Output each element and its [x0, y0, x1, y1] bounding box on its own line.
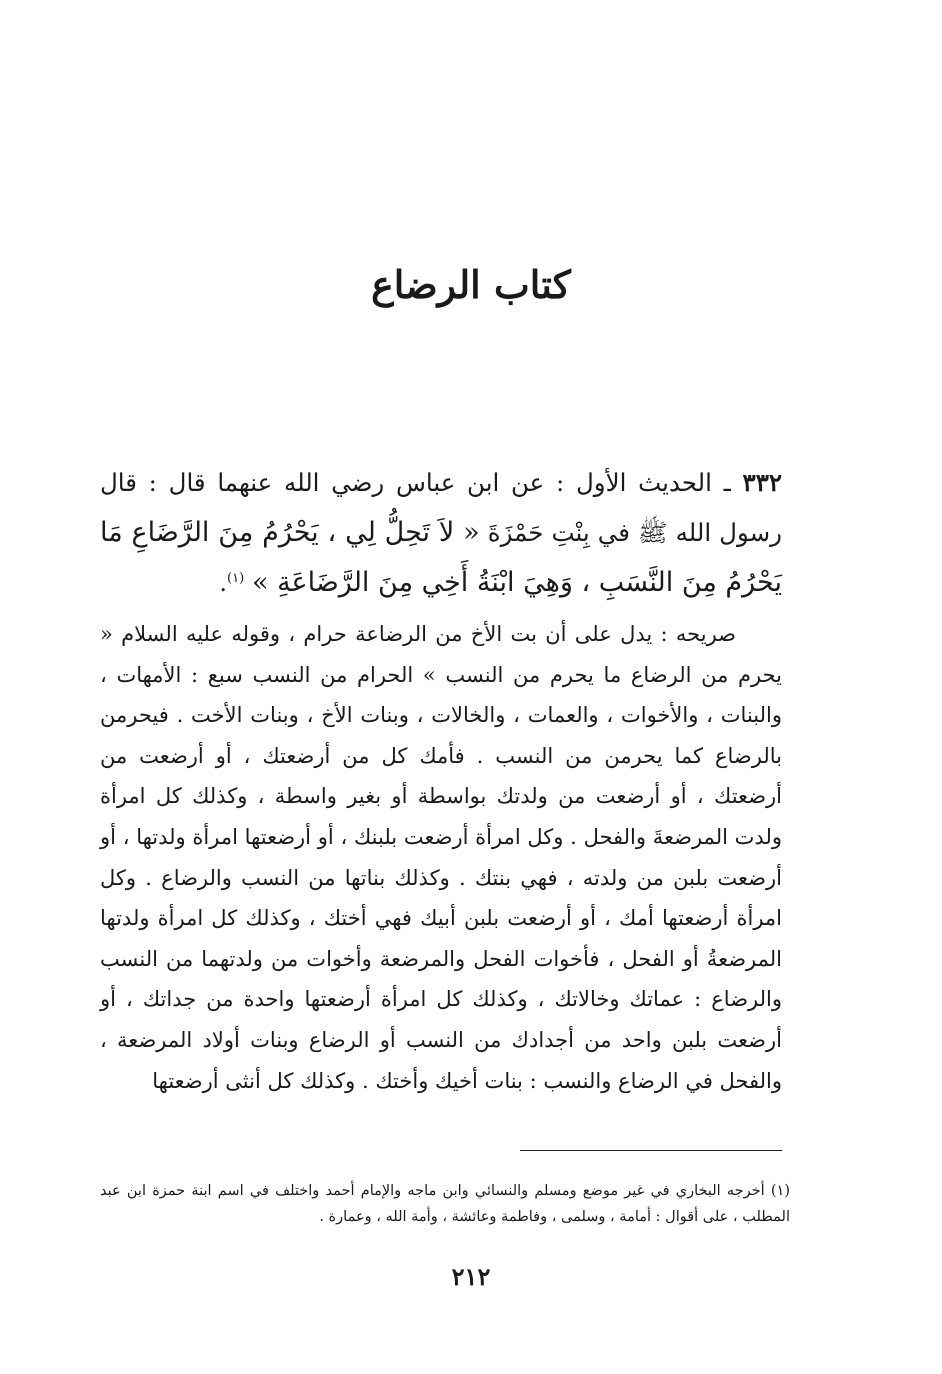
footnote-divider: [520, 1150, 782, 1151]
footnote-reference[interactable]: (١): [227, 570, 245, 586]
chapter-title: كتاب الرضاع: [371, 262, 571, 307]
hadith-end: .: [219, 568, 228, 597]
page-number: ٢١٢: [451, 1262, 491, 1291]
footnote: (١) أخرجه البخاري في غير موضع ومسلم والنسائي وابن ماجه والإمام أحمد واختلف في اسم ابنة حمزة ابن عبد المطلب ، على أقوال : أمامة ، وسلمى ، وفاطمة وعائشة ، وأمة الله ، وعمارة .: [100, 1183, 790, 1225]
hadith-intro: ـ الحديث الأول : عن ابن عباس رضي الله عنهما قال : قال رسول الله ﷺ في بِنْتِ حَمْزَةَ: [100, 468, 783, 547]
commentary-paragraph: صريحه : يدل على أن بت الأخ من الرضاعة حرام ، وقوله عليه السلام « يحرم من الرضاع ما يحرم من النسب » الحرام من النسب سبع : الأمهات ، والبنات ، والأخوات ، والعمات ، والخالات ، وبنات الأخ ، وبنات الأخت . فيحرمن بالرضاع كما يحرمن من النسب . فأمك كل من أرضعتك ، أو أرضعت من أرضعتك ، أو أرضعت من ولدتك بواسطة أو بغير واسطة ، وكذلك كل امرأة ولدت المرضعةَ والفحل . وكل امرأة أرضعت بلبنك ، أو أرضعتها امرأة ولدتها ، أو أرضعت بلبن من ولدته ، فهي بنتك . وكذلك بناتها من النسب والرضاع . وكل امرأة أرضعتها أمك ، أو أرضعت بلبن أبيك فهي أختك ، وكذلك كل امرأة ولدتها المرضعةُ أو الفحل ، فأخوات الفحل والمرضعة وأخوات من ولدتهما من النسب والرضاع : عماتك وخالاتك ، وكذلك كل امرأة أرضعتها واحدة من جداتك ، أو أرضعت بلبن واحد من أجدادك من النسب أو الرضاع وبنات أولاد المرضعة ، والفحل في الرضاع والنسب : بنات أخيك وأختك . وكذلك كل أنثى أرضعتها: [100, 622, 782, 1093]
hadith-quote: « لاَ تَحِلُّ لِي ، يَحْرُمُ مِنَ الرَّضَاعِ مَا يَحْرُمُ مِنَ النَّسَبِ ، وَهِيَ ابْنَةُ أَخِي مِنَ الرَّضَاعَةِ »: [100, 517, 782, 598]
hadith-text: [100, 458, 782, 608]
hadith-number: ٣٣٢: [742, 468, 783, 497]
